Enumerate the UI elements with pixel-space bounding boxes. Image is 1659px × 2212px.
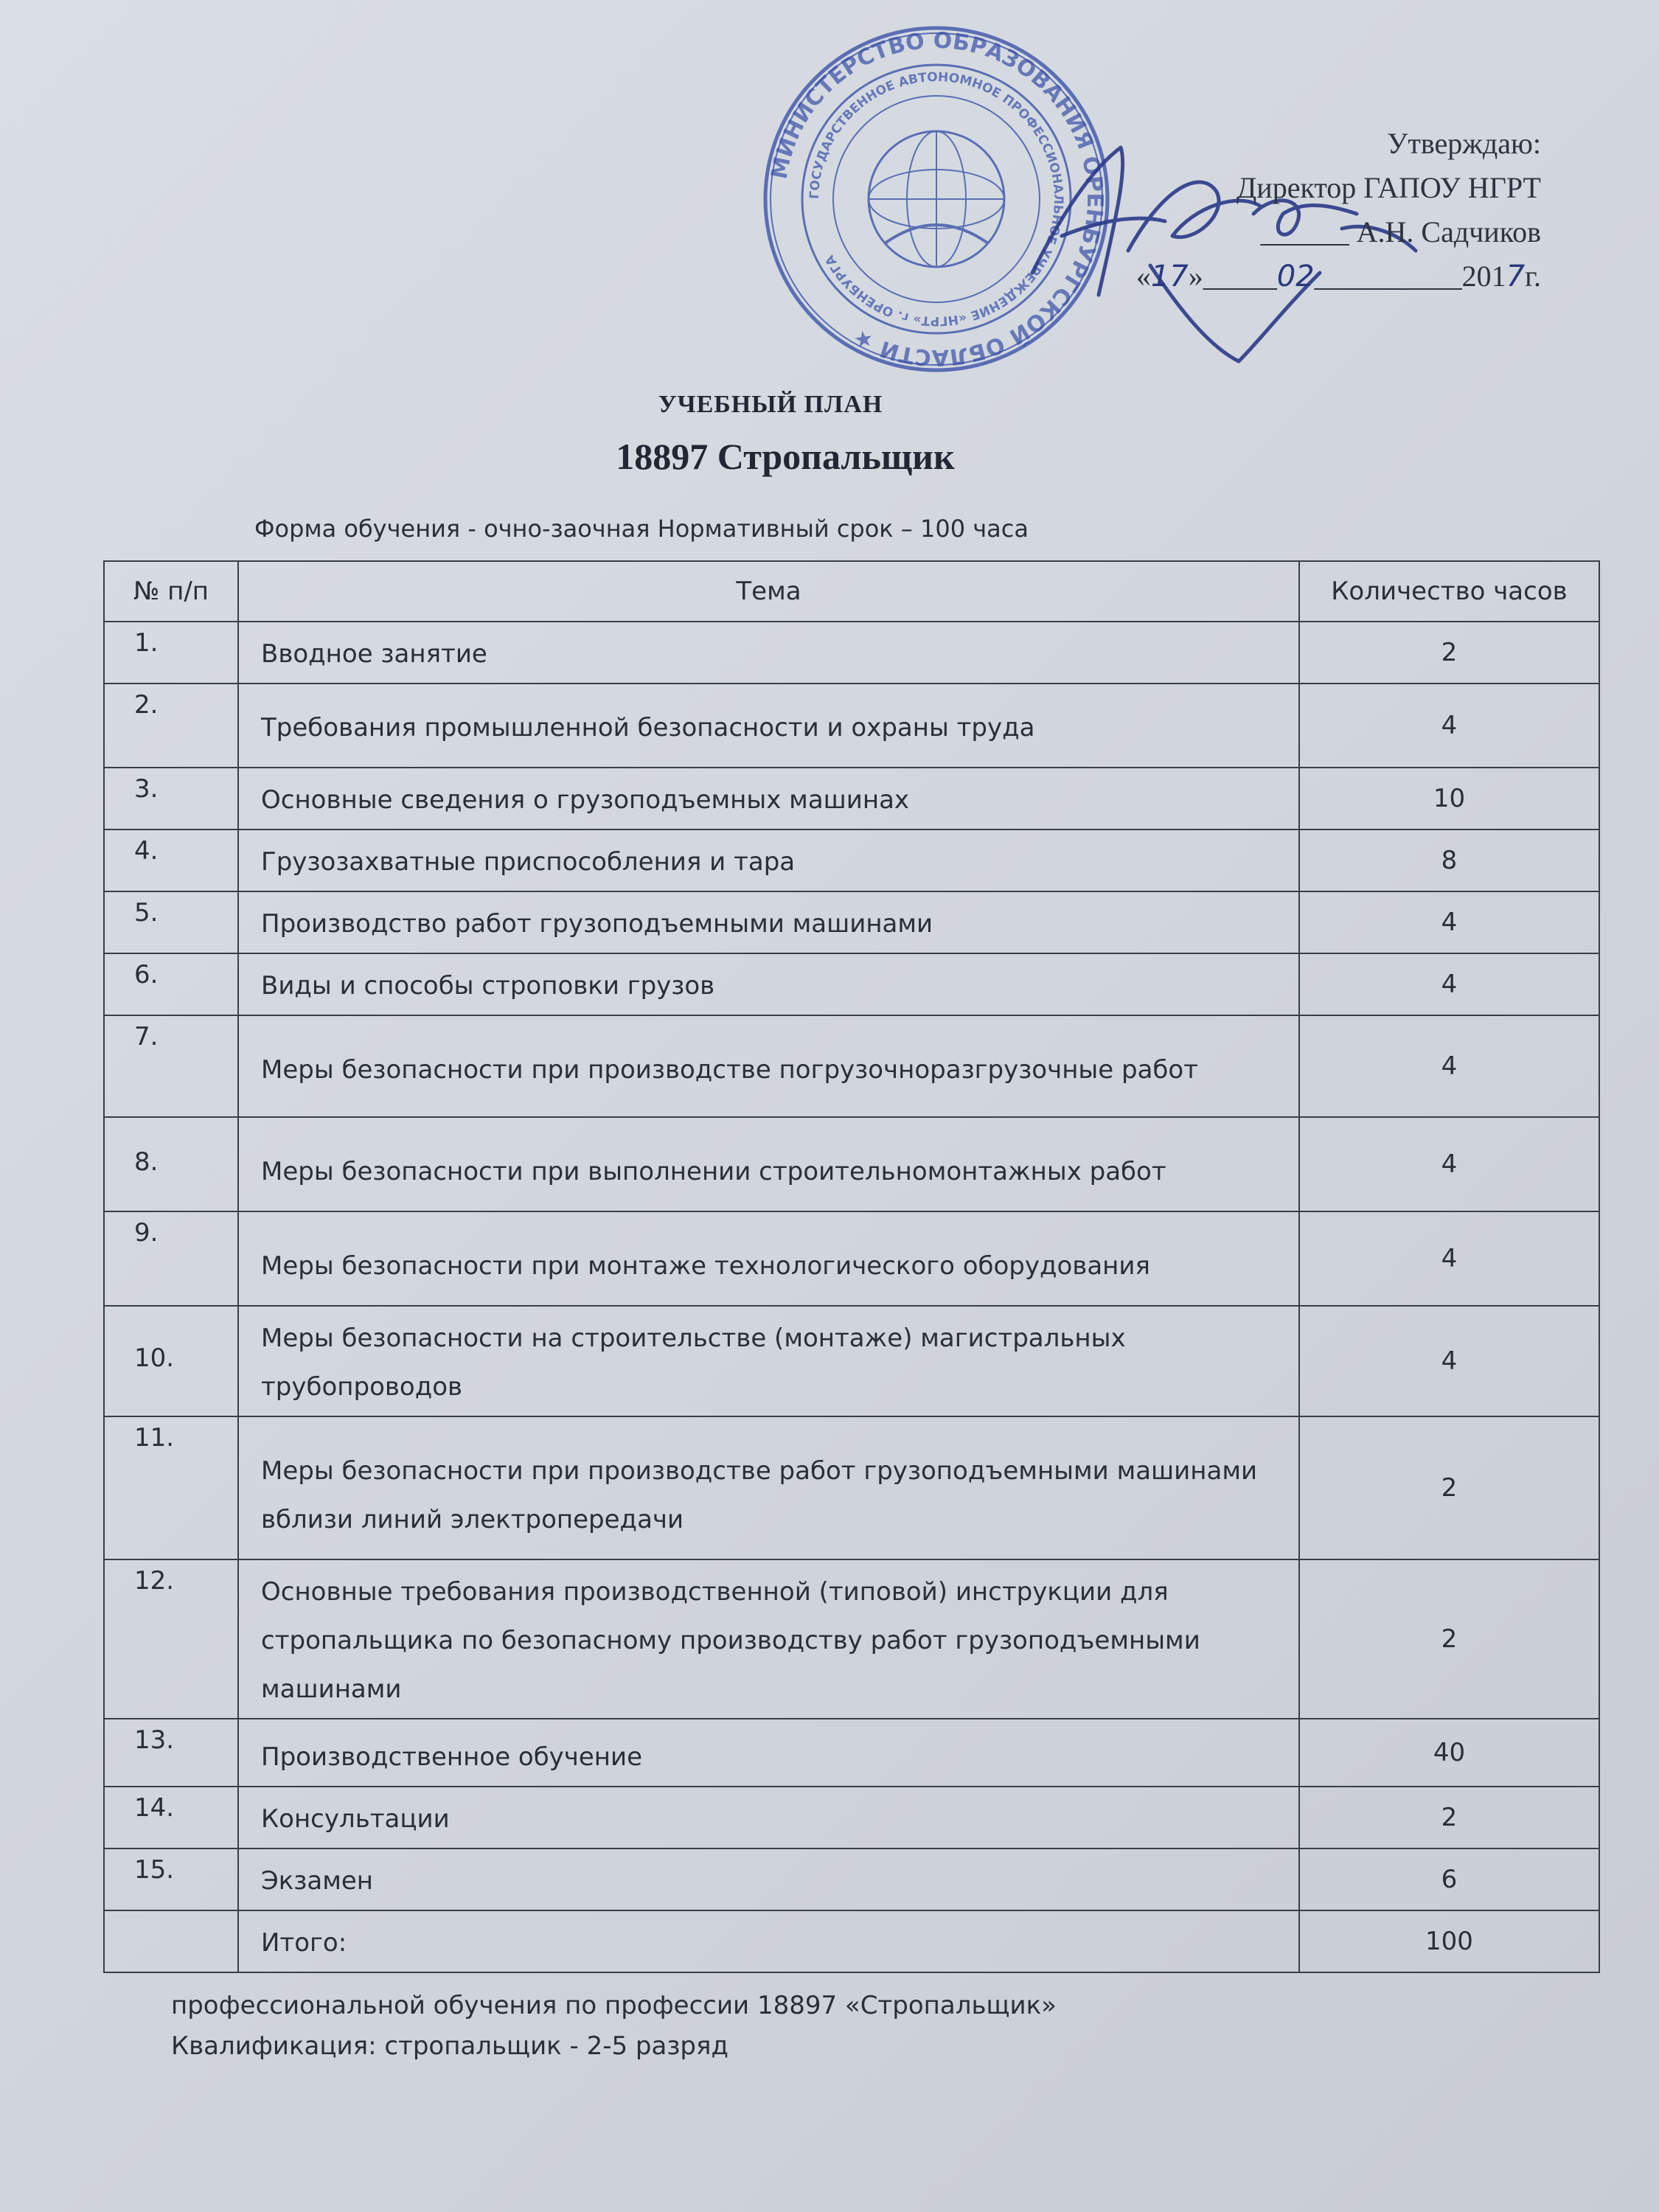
row-topic: Меры безопасности при производстве погрузочноразгрузочные работ: [238, 1015, 1299, 1117]
row-hours: 6: [1299, 1848, 1599, 1910]
header-hours: Количество часов: [1299, 561, 1599, 622]
table-header-row: [104, 561, 1599, 622]
approval-position: Директор ГАПОУ НГРТ: [1237, 171, 1541, 204]
row-hours: 10: [1299, 768, 1599, 830]
row-topic: Экзамен: [238, 1848, 1299, 1910]
row-hours: 2: [1299, 622, 1599, 684]
total-label: Итого:: [238, 1910, 1299, 1972]
table-row: [104, 1719, 1599, 1787]
row-num: 10.: [104, 1306, 238, 1416]
svg-text:ГОСУДАРСТВЕННОЕ АВТОНОМНОЕ ПРО: ГОСУДАРСТВЕННОЕ АВТОНОМНОЕ ПРОФЕССИОНАЛЬНОЕ УЧРЕЖДЕНИЕ «НГРТ» г. ОРЕНБУРГА: [807, 69, 1066, 329]
row-num: 5.: [104, 891, 238, 953]
table-row: [104, 1015, 1599, 1117]
table-row: [104, 768, 1599, 830]
row-topic: Основные сведения о грузоподъемных машинах: [238, 768, 1299, 830]
table-row: [104, 1787, 1599, 1848]
row-hours: 4: [1299, 684, 1599, 768]
row-topic: Меры безопасности при выполнении строительномонтажных работ: [238, 1117, 1299, 1211]
row-hours: 4: [1299, 1015, 1599, 1117]
row-hours: 4: [1299, 1306, 1599, 1416]
row-num: 11.: [104, 1416, 238, 1559]
table-row: [104, 684, 1599, 768]
date-day: 17: [1150, 260, 1189, 293]
date-month: 02: [1276, 260, 1315, 293]
row-num: 13.: [104, 1719, 238, 1787]
table-total-row: [104, 1910, 1599, 1972]
table-row: [104, 830, 1599, 891]
row-topic: Производство работ грузоподъемными машинами: [238, 891, 1299, 953]
document-title: УЧЕБНЫЙ ПЛАН: [658, 391, 883, 418]
row-topic: Вводное занятие: [238, 622, 1299, 684]
row-num: 7.: [104, 1015, 238, 1117]
footer-profession: профессиональной обучения по профессии 18897 «Стропальщик»: [171, 1991, 1057, 2020]
row-hours: 4: [1299, 953, 1599, 1015]
row-topic: Основные требования производственной (типовой) инструкции для стропальщика по безопасному производству работ грузоподъемными машинами: [238, 1559, 1299, 1719]
row-hours: 4: [1299, 1211, 1599, 1306]
table-row: [104, 953, 1599, 1015]
approval-label: Утверждаю:: [1387, 127, 1541, 160]
table-row: [104, 1559, 1599, 1719]
row-num: 9.: [104, 1211, 238, 1306]
date-year-prefix: 201: [1461, 260, 1506, 293]
total-hours: 100: [1299, 1910, 1599, 1972]
row-num: 1.: [104, 622, 238, 684]
curriculum-table: [103, 560, 1600, 1973]
row-topic: Виды и способы строповки грузов: [238, 953, 1299, 1015]
director-name: А.Н. Садчиков: [1356, 215, 1541, 248]
date-year-unit: г.: [1525, 260, 1541, 293]
header-num: № п/п: [104, 561, 238, 622]
row-topic: Консультации: [238, 1787, 1299, 1848]
header-topic: Тема: [238, 561, 1299, 622]
row-topic: Меры безопасности при монтаже технологического оборудования: [238, 1211, 1299, 1306]
total-num: [104, 1910, 238, 1972]
row-num: 4.: [104, 830, 238, 891]
row-hours: 8: [1299, 830, 1599, 891]
table-row: [104, 1211, 1599, 1306]
approval-block: [1136, 122, 1541, 299]
table-row: [104, 1117, 1599, 1211]
row-num: 12.: [104, 1559, 238, 1719]
footer-qualification: Квалификация: стропальщик - 2-5 разряд: [171, 2031, 728, 2061]
row-num: 8.: [104, 1117, 238, 1211]
row-num: 15.: [104, 1848, 238, 1910]
study-form: Форма обучения - очно-заочная Нормативный срок – 100 часа: [254, 515, 1029, 543]
date-year-suffix: 7: [1506, 260, 1526, 293]
row-hours: 4: [1299, 891, 1599, 953]
row-num: 2.: [104, 684, 238, 768]
row-hours: 2: [1299, 1559, 1599, 1719]
row-topic: Грузозахватные приспособления и тара: [238, 830, 1299, 891]
table-row: [104, 1416, 1599, 1559]
table-row: [104, 891, 1599, 953]
row-num: 6.: [104, 953, 238, 1015]
row-hours: 2: [1299, 1787, 1599, 1848]
approval-date: «17»_____02__________2017г.: [1136, 254, 1541, 299]
row-topic: Меры безопасности на строительстве (монтаже) магистральных трубопроводов: [238, 1306, 1299, 1416]
table-row: [104, 1306, 1599, 1416]
row-topic: Производственное обучение: [238, 1719, 1299, 1787]
profession-title: 18897 Стропальщик: [616, 436, 955, 477]
row-num: 14.: [104, 1787, 238, 1848]
table-row: [104, 1848, 1599, 1910]
row-topic: Меры безопасности при производстве работ грузоподъемными машинами вблизи линий электропередачи: [238, 1416, 1299, 1559]
row-topic: Требования промышленной безопасности и охраны труда: [238, 684, 1299, 768]
svg-text:МИНИСТЕРСТВО ОБРАЗОВАНИЯ ОРЕНБ: МИНИСТЕРСТВО ОБРАЗОВАНИЯ ОРЕНБУРГСКОЙ ОБЛАСТИ ★: [766, 27, 1108, 371]
table-row: [104, 622, 1599, 684]
row-num: 3.: [104, 768, 238, 830]
approval-director-name: ______ А.Н. Садчиков: [1260, 215, 1541, 248]
row-hours: 2: [1299, 1416, 1599, 1559]
row-hours: 40: [1299, 1719, 1599, 1787]
row-hours: 4: [1299, 1117, 1599, 1211]
